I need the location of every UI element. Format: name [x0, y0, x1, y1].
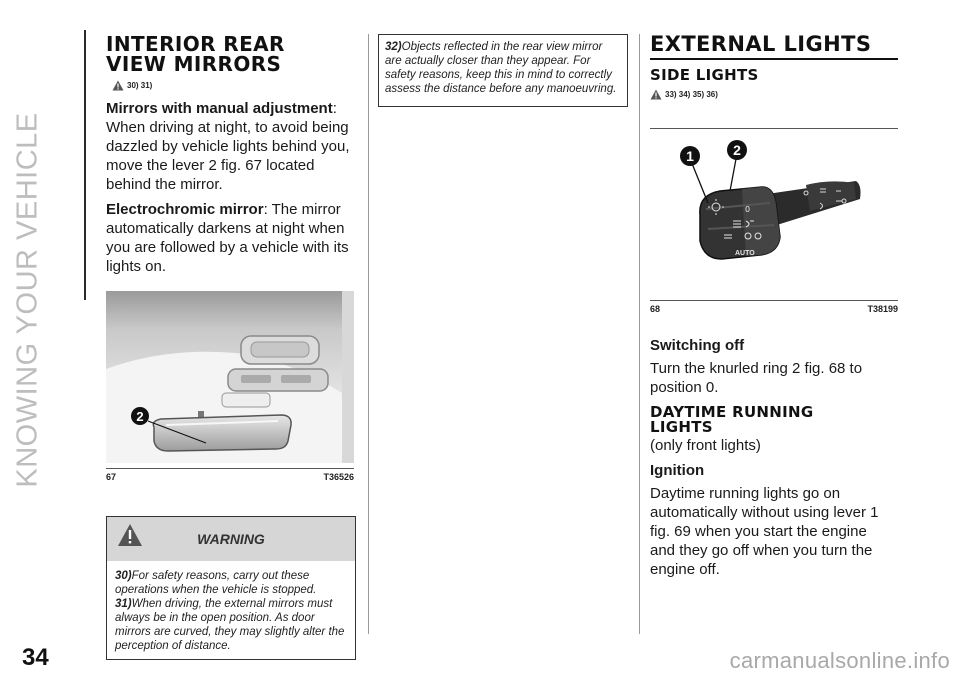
warning-box: [106, 516, 356, 660]
text-manual-adjustment: : When driving at night, to avoid being dazzled by vehicle lights behind you, move the lever 2 fig. 67 located behind the mirror.: [106, 100, 350, 193]
term-manual-adjustment: Mirrors with manual adjustment: [106, 100, 333, 117]
switching-off-text: Turn the knurled ring 2 fig. 68 to position 0.: [650, 360, 863, 396]
figure-68-caption: [650, 301, 898, 314]
callout-1-label: 1: [686, 148, 694, 164]
drl-note: (only front lights): [650, 437, 761, 454]
figure-68-code: T38199: [867, 304, 898, 314]
side-rule: [84, 30, 86, 300]
figure-67-number: 67: [106, 472, 117, 482]
warning-item-30: [115, 569, 347, 597]
callout-2-label: 2: [733, 142, 741, 158]
column-2: [378, 34, 628, 107]
side-lights-refs: [650, 89, 900, 100]
refs-text: 30) 31): [127, 81, 153, 90]
paragraph-electrochromic: [106, 200, 356, 276]
warning-refs: [112, 80, 356, 91]
paragraph-manual-adjustment: [106, 99, 356, 194]
ignition-title: Ignition: [650, 462, 705, 479]
warning-item-31-text: When driving, the external mirrors must always be in the open position. As door mirrors are curved, they may slightly alter the perception of distance.: [115, 598, 345, 652]
side-lights-refs-text: 33) 34) 35) 36): [665, 90, 718, 99]
warning-item-32-number: 32): [385, 41, 402, 53]
column-3: [650, 34, 900, 579]
figure-67-code: T36526: [323, 472, 354, 482]
ignition-text: Daytime running lights go on automatically without using lever 1 fig. 69 when you start the engine and they go off when you turn the engine off.: [650, 485, 879, 578]
figure-68: [650, 128, 898, 314]
column-1: [106, 34, 356, 660]
warning-continued-body: [379, 35, 627, 106]
heading-side-lights: SIDE LIGHTS: [650, 66, 759, 84]
warning-item-30-text: For safety reasons, carry out these operations when the vehicle is stopped.: [115, 570, 317, 596]
figure-67-caption: [106, 469, 354, 482]
switching-off-title: Switching off: [650, 337, 745, 354]
heading-underline: [650, 58, 898, 60]
column-divider-1: [368, 34, 369, 634]
warning-triangle-icon: [117, 523, 143, 547]
rear-view-mirror-illustration: [106, 291, 354, 463]
warning-header: [107, 517, 355, 561]
callout-2-label: 2: [136, 409, 144, 424]
auto-position-label: AUTO: [735, 250, 755, 257]
figure-68-number: 68: [650, 304, 661, 314]
warning-item-31: [115, 597, 347, 653]
warning-title: WARNING: [197, 531, 265, 547]
warning-item-30-number: 30): [115, 570, 132, 582]
warning-icon: [112, 80, 124, 91]
heading-external-lights: EXTERNAL LIGHTS: [650, 32, 872, 56]
warning-item-32-text: Objects reflected in the rear view mirror are actually closer than they appear. For safety reasons, keep this in mind to correctly assess the distance before any manoeuvring.: [385, 41, 617, 95]
warning-icon: [650, 89, 662, 100]
warning-body: [107, 561, 355, 659]
warning-continued-box: [378, 34, 628, 107]
heading-daytime-running-lights: DAYTIME RUNNING LIGHTS: [650, 403, 814, 436]
side-label-text: KNOWING YOUR VEHICLE: [11, 112, 44, 488]
light-stalk-illustration: [650, 129, 898, 295]
page-number: 34: [22, 644, 49, 671]
warning-item-32: [385, 40, 621, 96]
term-electrochromic: Electrochromic mirror: [106, 201, 264, 218]
svg-text:0: 0: [745, 205, 751, 214]
watermark: carmanualsonline.info: [729, 648, 950, 673]
text-electrochromic: : The mirror automatically darkens at night when you are followed by a vehicle with its lights on.: [106, 201, 349, 275]
column-divider-2: [639, 34, 640, 634]
warning-item-31-number: 31): [115, 598, 132, 610]
figure-67: [106, 291, 354, 482]
heading-interior-mirrors: INTERIOR REAR VIEW MIRRORS: [106, 32, 285, 76]
